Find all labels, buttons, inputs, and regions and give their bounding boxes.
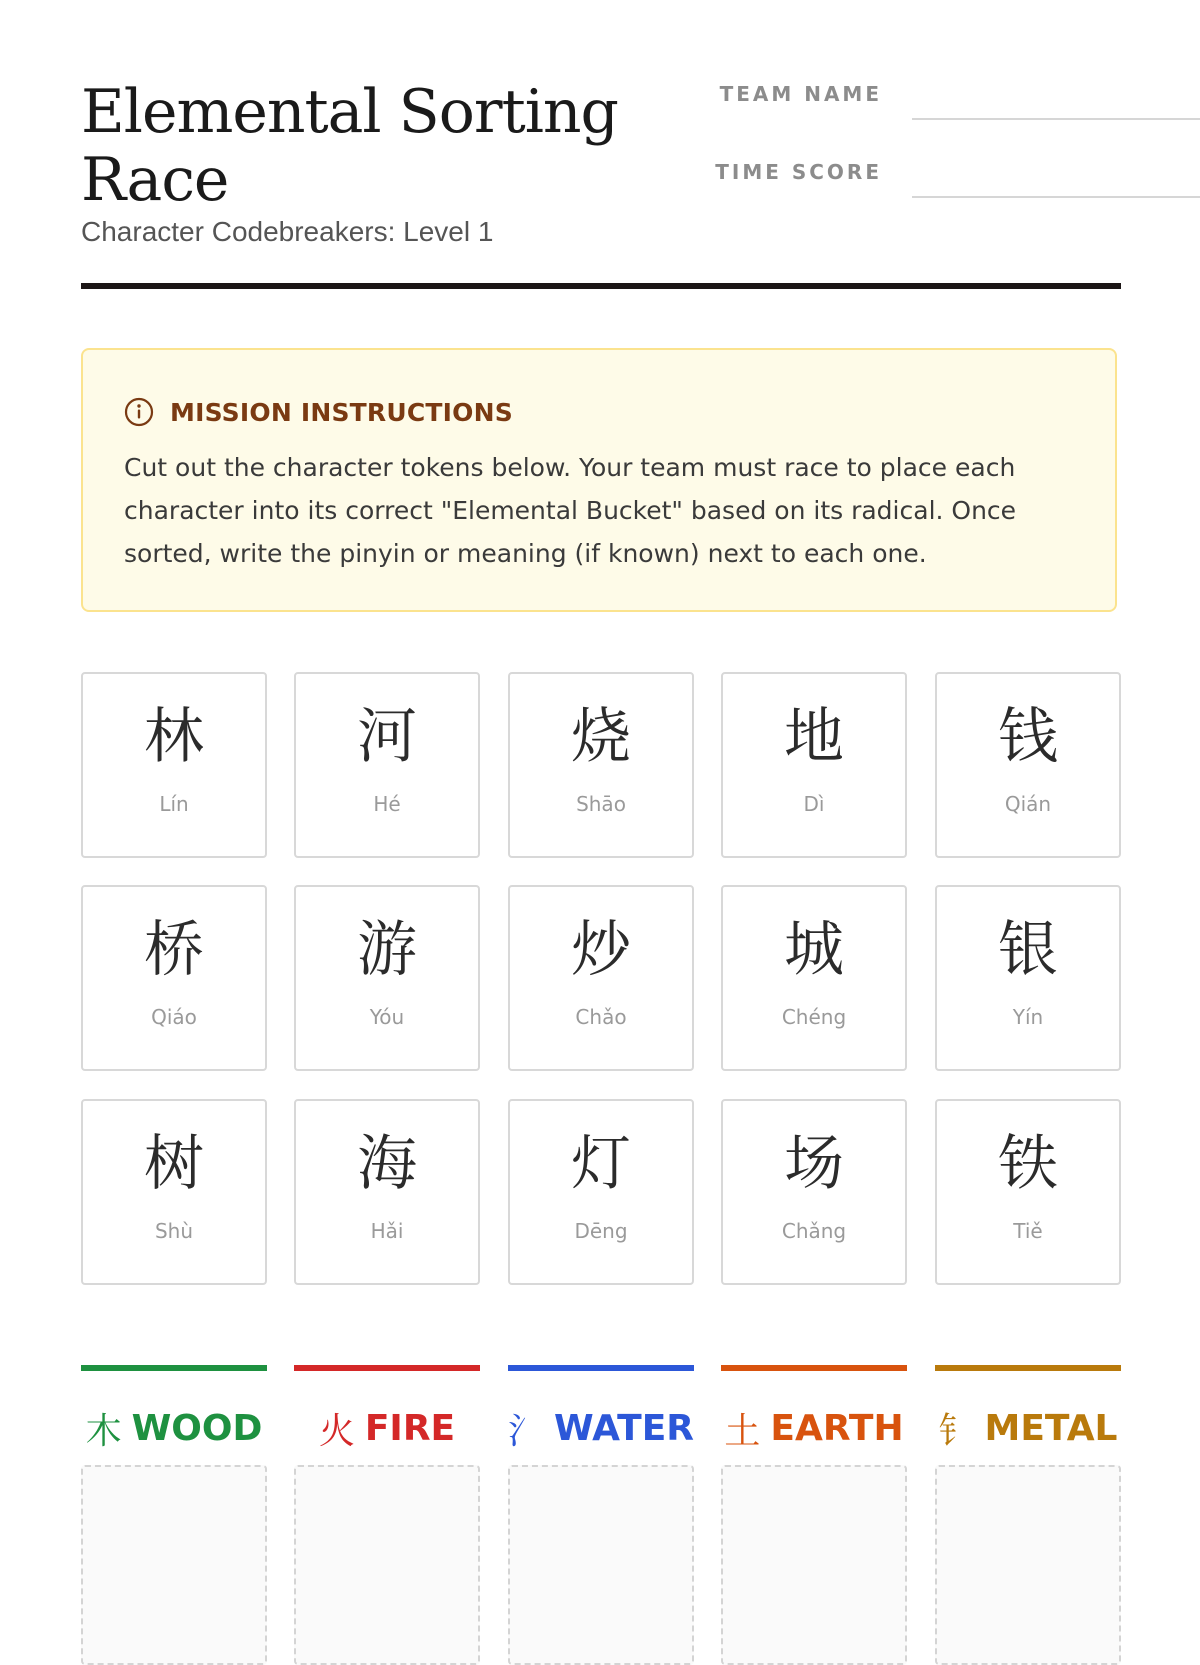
bucket-metal (935, 1365, 1121, 1625)
bucket-radical: 钅 (938, 1410, 975, 1452)
bucket-radical: 土 (724, 1410, 761, 1452)
bucket-radical: 火 (318, 1410, 355, 1452)
bucket-heading (508, 1403, 694, 1453)
token-character: 灯 (571, 1129, 631, 1199)
token-pinyin: Lín (159, 792, 189, 816)
bucket-water (508, 1365, 694, 1625)
info-circle-icon (124, 397, 154, 427)
bucket-label: FIRE (364, 1407, 456, 1449)
token-pinyin: Shāo (576, 792, 626, 816)
token-pinyin: Tiě (1013, 1219, 1043, 1243)
character-token[interactable] (935, 672, 1121, 858)
elemental-buckets (81, 1365, 1121, 1600)
page-title: Elemental Sorting Race (81, 77, 618, 215)
worksheet-page (81, 0, 1121, 1600)
character-token[interactable] (81, 1099, 267, 1285)
token-pinyin: Hǎi (370, 1219, 404, 1243)
character-token[interactable] (508, 885, 694, 1071)
character-token[interactable] (294, 672, 480, 858)
token-character: 钱 (998, 702, 1058, 772)
token-pinyin: Chǎo (575, 1005, 627, 1029)
character-token[interactable] (81, 672, 267, 858)
character-token[interactable] (721, 672, 907, 858)
token-character: 树 (144, 1129, 204, 1199)
token-character: 河 (357, 702, 417, 772)
character-token-grid (81, 672, 1121, 1272)
bucket-heading (721, 1403, 907, 1453)
character-token[interactable] (294, 1099, 480, 1285)
instructions-text: Cut out the character tokens below. Your team must race to place each character into its correct "Elemental Bucket" based on its radical. Once sorted, write the pinyin or meaning (if known) next to each one. (124, 453, 1017, 568)
token-character: 烧 (571, 702, 631, 772)
bucket-color-bar (935, 1365, 1121, 1371)
token-pinyin: Yín (1012, 1005, 1044, 1029)
character-token[interactable] (935, 1099, 1121, 1285)
character-token[interactable] (721, 885, 907, 1071)
character-token[interactable] (81, 885, 267, 1071)
character-token[interactable] (935, 885, 1121, 1071)
character-token[interactable] (294, 885, 480, 1071)
token-character: 桥 (144, 915, 204, 985)
header-divider (81, 283, 1121, 289)
token-character: 地 (784, 702, 844, 772)
mission-instructions-box (81, 348, 1117, 612)
token-character: 游 (357, 915, 417, 985)
token-pinyin: Qiáo (151, 1005, 197, 1029)
bucket-label: EARTH (770, 1407, 904, 1449)
bucket-drop-zone[interactable] (721, 1465, 907, 1665)
bucket-heading (935, 1403, 1121, 1453)
team-name-blank[interactable] (912, 118, 1200, 120)
character-token[interactable] (721, 1099, 907, 1285)
bucket-drop-zone[interactable] (81, 1465, 267, 1665)
token-character: 铁 (998, 1129, 1058, 1199)
token-character: 城 (784, 915, 844, 985)
time-score-label: TIME SCORE (715, 160, 882, 184)
bucket-heading (81, 1403, 267, 1453)
bucket-radical: 氵 (507, 1410, 544, 1452)
token-character: 场 (784, 1129, 844, 1199)
bucket-drop-zone[interactable] (294, 1465, 480, 1665)
bucket-label: METAL (984, 1407, 1118, 1449)
token-pinyin: Qián (1004, 792, 1052, 816)
bucket-color-bar (508, 1365, 694, 1371)
bucket-color-bar (721, 1365, 907, 1371)
worksheet-header (81, 78, 1121, 298)
token-pinyin: Shù (154, 1219, 194, 1243)
time-score-field (711, 156, 1121, 226)
token-pinyin: Dì (803, 792, 825, 816)
bucket-drop-zone[interactable] (508, 1465, 694, 1665)
token-pinyin: Chéng (781, 1005, 847, 1029)
page-subtitle: Character Codebreakers: Level 1 (81, 216, 494, 247)
instructions-heading (124, 394, 513, 430)
instructions-title: MISSION INSTRUCTIONS (170, 397, 513, 427)
bucket-label: WATER (554, 1407, 695, 1449)
bucket-label: WOOD (131, 1407, 263, 1449)
bucket-earth (721, 1365, 907, 1625)
bucket-color-bar (294, 1365, 480, 1371)
bucket-fire (294, 1365, 480, 1625)
token-character: 炒 (571, 915, 631, 985)
token-pinyin: Hé (373, 792, 401, 816)
team-name-field (711, 78, 1121, 148)
token-pinyin: Chǎng (781, 1219, 847, 1243)
character-token[interactable] (508, 672, 694, 858)
bucket-wood (81, 1365, 267, 1625)
time-score-blank[interactable] (912, 196, 1200, 198)
bucket-heading (294, 1403, 480, 1453)
bucket-color-bar (81, 1365, 267, 1371)
token-pinyin: Dēng (574, 1219, 628, 1243)
token-character: 林 (144, 702, 204, 772)
character-token[interactable] (508, 1099, 694, 1285)
token-pinyin: Yóu (369, 1005, 405, 1029)
team-name-label: TEAM NAME (719, 82, 882, 106)
bucket-radical: 木 (85, 1410, 122, 1452)
token-character: 海 (357, 1129, 417, 1199)
token-character: 银 (998, 915, 1058, 985)
bucket-drop-zone[interactable] (935, 1465, 1121, 1665)
